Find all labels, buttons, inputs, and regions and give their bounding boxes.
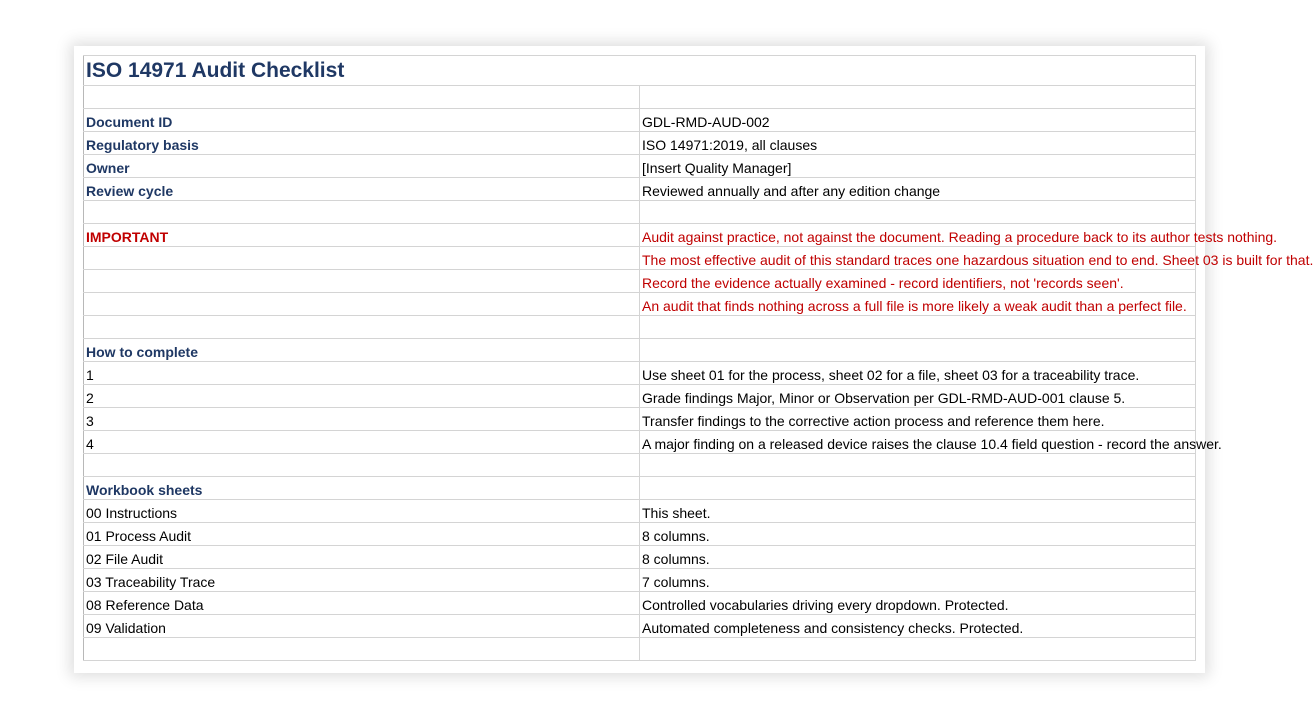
meta-value[interactable]: [Insert Quality Manager] [640,155,1196,178]
important-row [84,293,1196,316]
workbook-sheets-heading[interactable]: Workbook sheets [84,477,640,500]
important-row [84,247,1196,270]
important-line[interactable]: An audit that finds nothing across a full file is more likely a weak audit than a perfect file. [640,293,1196,316]
meta-label[interactable]: Review cycle [84,178,640,201]
sheet-name[interactable]: 08 Reference Data [84,592,640,615]
cell[interactable] [84,201,640,224]
sheet-name[interactable]: 02 File Audit [84,546,640,569]
step-number[interactable]: 2 [84,385,640,408]
cell[interactable] [84,86,640,109]
sheet-row [84,592,1196,615]
page-title[interactable]: ISO 14971 Audit Checklist [84,56,1196,86]
cell[interactable] [640,454,1196,477]
meta-label[interactable]: Document ID [84,109,640,132]
cell[interactable] [84,270,640,293]
sheet-row [84,569,1196,592]
important-line[interactable]: Record the evidence actually examined - record identifiers, not 'records seen'. [640,270,1196,293]
step-number[interactable]: 1 [84,362,640,385]
how-to-heading[interactable]: How to complete [84,339,640,362]
cell[interactable] [84,247,640,270]
blank-row [84,86,1196,109]
sheet-description[interactable]: This sheet. [640,500,1196,523]
sheet-name[interactable]: 01 Process Audit [84,523,640,546]
meta-row-owner [84,155,1196,178]
important-line[interactable]: The most effective audit of this standard traces one hazardous situation end to end. Sheet 03 is built for that. [640,247,1196,270]
sheet-name[interactable]: 09 Validation [84,615,640,638]
step-row [84,362,1196,385]
meta-label[interactable]: Regulatory basis [84,132,640,155]
title-row [84,56,1196,86]
sheet-row [84,500,1196,523]
step-number[interactable]: 3 [84,408,640,431]
cell[interactable] [640,86,1196,109]
blank-row [84,201,1196,224]
meta-value[interactable]: ISO 14971:2019, all clauses [640,132,1196,155]
sheet-description[interactable]: 7 columns. [640,569,1196,592]
worksheet [74,46,1313,673]
meta-value[interactable]: GDL-RMD-AUD-002 [640,109,1196,132]
important-label[interactable]: IMPORTANT [84,224,640,247]
meta-row-review-cycle [84,178,1196,201]
blank-row [84,454,1196,477]
sheet-name[interactable]: 00 Instructions [84,500,640,523]
meta-row-regulatory-basis [84,132,1196,155]
sheet-row [84,523,1196,546]
step-text[interactable]: Use sheet 01 for the process, sheet 02 for a file, sheet 03 for a traceability trace. [640,362,1196,385]
sheet-description[interactable]: 8 columns. [640,523,1196,546]
section-heading-row [84,339,1196,362]
meta-label[interactable]: Owner [84,155,640,178]
sheet-description[interactable]: 8 columns. [640,546,1196,569]
step-row [84,408,1196,431]
cell[interactable] [84,638,640,661]
blank-row [84,638,1196,661]
cell[interactable] [640,201,1196,224]
sheet-description[interactable]: Controlled vocabularies driving every dropdown. Protected. [640,592,1196,615]
important-row [84,224,1196,247]
sheet-name[interactable]: 03 Traceability Trace [84,569,640,592]
cell[interactable] [640,316,1196,339]
important-row [84,270,1196,293]
sheet-description[interactable]: Automated completeness and consistency checks. Protected. [640,615,1196,638]
sheet-row [84,546,1196,569]
cell[interactable] [640,339,1196,362]
step-text[interactable]: Grade findings Major, Minor or Observation per GDL-RMD-AUD-001 clause 5. [640,385,1196,408]
meta-row-document-id [84,109,1196,132]
step-row [84,431,1196,454]
step-number[interactable]: 4 [84,431,640,454]
section-heading-row [84,477,1196,500]
step-text[interactable]: A major finding on a released device raises the clause 10.4 field question - record the answer. [640,431,1196,454]
cell[interactable] [84,316,640,339]
meta-value[interactable]: Reviewed annually and after any edition change [640,178,1196,201]
important-line[interactable]: Audit against practice, not against the document. Reading a procedure back to its author tests nothing. [640,224,1196,247]
cell[interactable] [84,293,640,316]
blank-row [84,316,1196,339]
step-row [84,385,1196,408]
cell[interactable] [84,454,640,477]
cell-grid [83,55,1313,661]
step-text[interactable]: Transfer findings to the corrective action process and reference them here. [640,408,1196,431]
sheet-row [84,615,1196,638]
cell[interactable] [640,638,1196,661]
cell[interactable] [640,477,1196,500]
